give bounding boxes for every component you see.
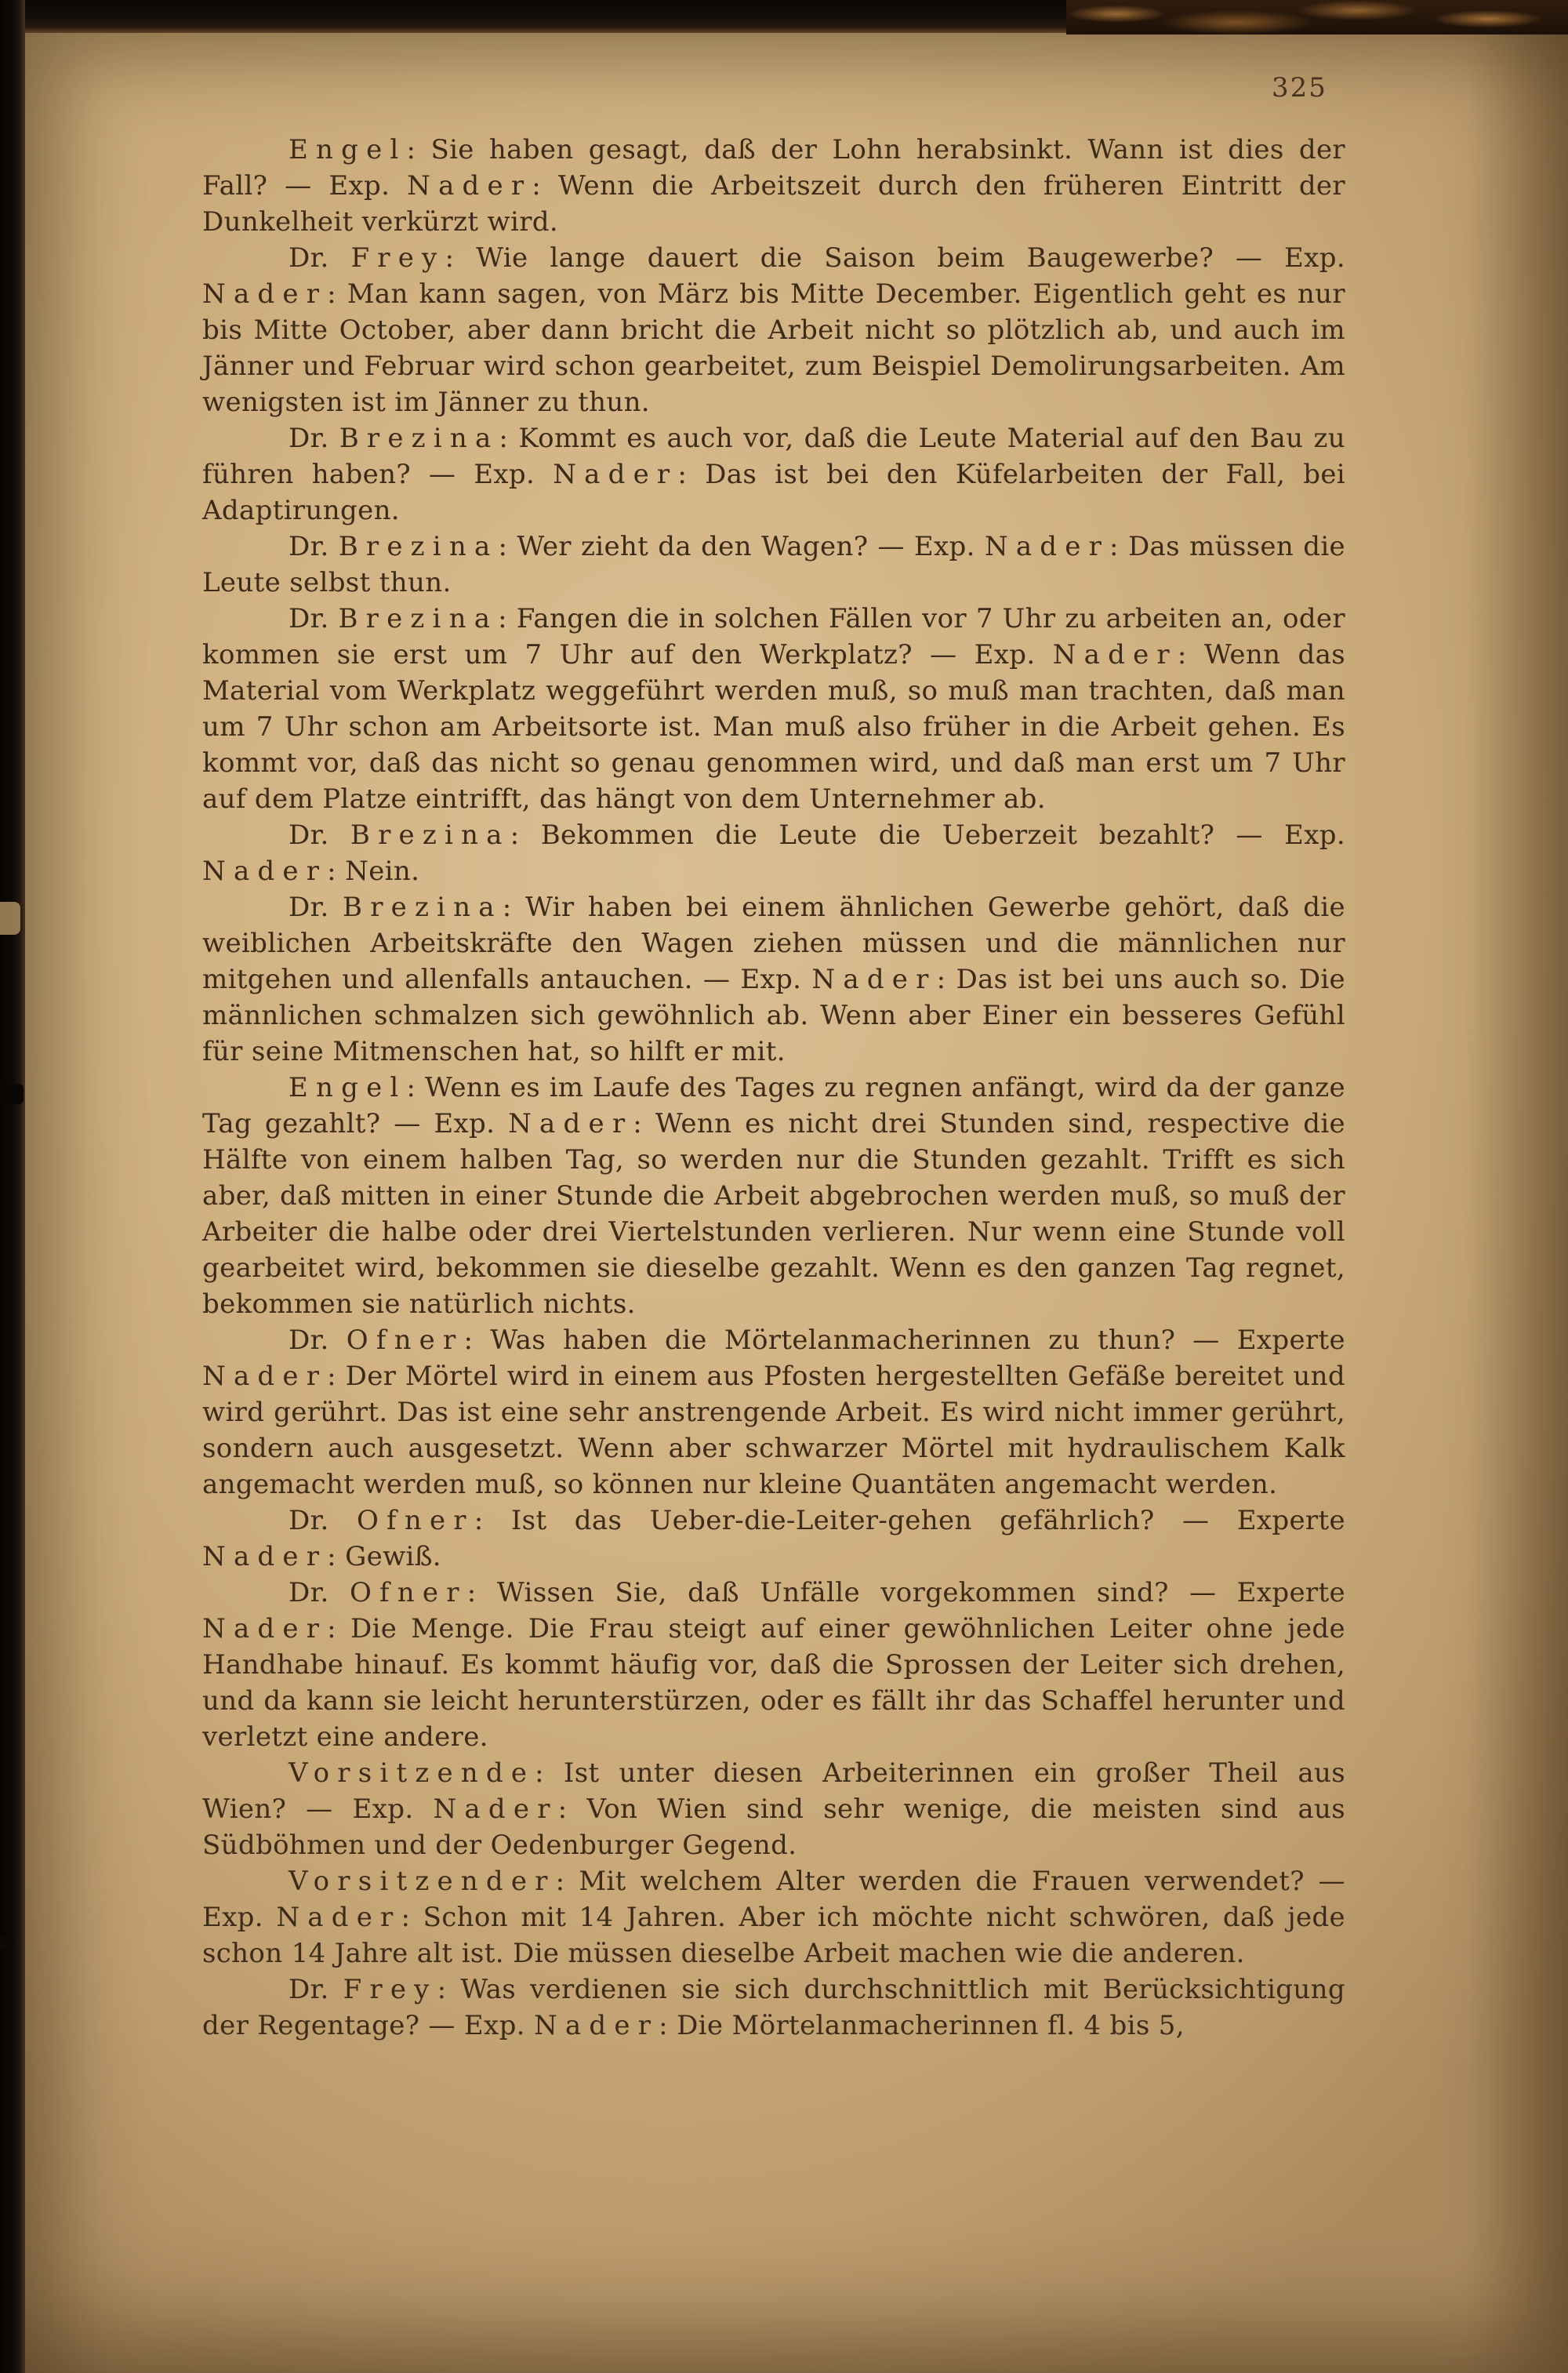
speech-text: : Nein. — [327, 856, 420, 887]
speech-text: : Das ist bei uns auch so. Die männlichen schmalzen sich gewöhnlich ab. Wenn aber Einer ein besseres Gefühl für seine Mitmenschen hat, so hilft er mit. — [202, 964, 1346, 1067]
speaker-name: Nader — [533, 2010, 659, 2041]
speaker-name: Ofner — [346, 1325, 464, 1356]
speech-text: Dr. — [289, 1325, 347, 1356]
speech-text: : Von Wien sind sehr wenige, die meisten sind aus Südböhmen und der Oedenburger Gegend. — [202, 1793, 1345, 1861]
speech-text: : Wie lange dauert die Saison beim Baugewerbe? — Exp. — [445, 242, 1345, 274]
paragraph — [202, 132, 1345, 240]
edge-notch — [0, 1084, 24, 1104]
speaker-name: Nader — [553, 459, 678, 490]
speech-text: : Schon mit 14 Jahren. Aber ich möchte nicht schwören, daß jede schon 14 Jahre alt ist. Die müssen dieselbe Arbeit machen wie die anderen. — [202, 1902, 1345, 1969]
speaker-name: Engel — [289, 1072, 407, 1103]
speech-text: : Wissen Sie, daß Unfälle vorgekommen sind? — Experte — [466, 1577, 1345, 1608]
speech-text: Dr. — [289, 892, 343, 923]
page-number: 325 — [1272, 72, 1327, 104]
paragraph — [202, 1322, 1345, 1503]
speech-text: Dr. — [289, 1974, 343, 2005]
speech-text: : Was verdienen sie sich durchschnittlich mit Berücksichtigung der Regentage? — Exp. — [202, 1974, 1345, 2041]
speaker-name: Engel — [289, 134, 407, 165]
speaker-name: Nader — [202, 1541, 328, 1572]
speech-text: : Wir haben bei einem ähnlichen Gewerbe gehört, daß die weiblichen Arbeitskräfte den Wagen ziehen müssen und die männlichen nur mitgehen und allenfalls antauchen. — Exp. — [202, 892, 1345, 995]
speech-text: : Das müssen die Leute selbst thun. — [202, 531, 1346, 598]
paragraph — [202, 529, 1345, 601]
speech-text: : Mit welchem Alter werden die Frauen verwendet? — Exp. — [202, 1866, 1345, 1933]
speech-text: : Bekommen die Leute die Ueberzeit bezahlt? — Exp. — [510, 819, 1345, 851]
speech-text: Dr. — [289, 1577, 350, 1608]
speaker-name: Nader — [202, 278, 328, 310]
speech-text: : Man kann sagen, von März bis Mitte December. Eigentlich geht es nur bis Mitte October, aber dann bricht die Arbeit nicht so plötzlich ab, und auch im Jänner und Februar wird schon gearbeitet, zum Beispiel Demolirungsarbeiten. Am wenigsten ist im Jänner zu thun. — [202, 278, 1345, 418]
speaker-name: Nader — [433, 1793, 558, 1825]
speaker-name: Brezina — [338, 603, 499, 634]
paragraph — [202, 1575, 1345, 1755]
paragraph — [202, 1863, 1345, 1971]
speech-text: : Ist das Ueber-die-Leiter-gehen gefährlich? — Experte — [474, 1505, 1345, 1536]
speech-text: Dr. — [289, 423, 339, 454]
edge-notch — [0, 902, 20, 935]
paragraph — [202, 420, 1345, 529]
speech-text: : Kommt es auch vor, daß die Leute Material auf den Bau zu führen haben? — Exp. — [202, 423, 1345, 490]
paragraph — [202, 1755, 1345, 1863]
speaker-name: Brezina — [350, 819, 510, 851]
paragraph — [202, 601, 1345, 817]
speech-text: Dr. — [289, 531, 339, 562]
speech-text: : Das ist bei den Küfelarbeiten der Fall, bei Adaptirungen. — [202, 459, 1345, 526]
speaker-name: Frey — [343, 1974, 437, 2005]
speaker-name: Brezina — [338, 531, 499, 562]
marbled-cover-corner — [1066, 0, 1568, 35]
paragraph — [202, 889, 1345, 1070]
speech-text: Dr. — [289, 242, 351, 274]
speech-text: Dr. — [289, 1505, 357, 1536]
speech-text: : Wer zieht da den Wagen? — Exp. — [498, 531, 985, 562]
speech-text: : Ist unter diesen Arbeiterinnen ein großer Theil aus Wien? — Exp. — [202, 1757, 1345, 1825]
speech-text: Dr. — [289, 819, 350, 851]
speech-text: : Wenn das Material vom Werkplatz weggeführt werden muß, so muß man trachten, daß man um 7 Uhr schon am Arbeitsorte ist. Man muß also früher in die Arbeit gehen. Es kommt vor, daß das nicht so genau genommen wird, und daß man erst um 7 Uhr auf dem Platze eintrifft, das hängt von dem Unternehmer ab. — [202, 639, 1345, 815]
edge-notch — [0, 1937, 14, 1950]
paragraph — [202, 1971, 1345, 2044]
speaker-name: Nader — [811, 964, 937, 995]
speaker-name: Nader — [202, 1361, 328, 1392]
speaker-name: Vorsitzender — [289, 1866, 556, 1897]
speech-text: : Sie haben gesagt, daß der Lohn herabsinkt. Wann ist dies der Fall? — Exp. — [202, 134, 1345, 202]
speaker-name: Ofner — [349, 1577, 467, 1608]
speech-text: Dr. — [289, 603, 339, 634]
paragraph — [202, 1070, 1345, 1322]
speech-text: : Was haben die Mörtelanmacherinnen zu thun? — Experte — [463, 1325, 1345, 1356]
paragraph — [202, 240, 1345, 420]
speech-text: : Wenn die Arbeitszeit durch den früheren Eintritt der Dunkelheit verkürzt wird. — [202, 170, 1345, 238]
speaker-name: Frey — [350, 242, 445, 274]
speech-text: : Die Mörtelanmacherinnen fl. 4 bis 5, — [659, 2010, 1185, 2041]
speech-text: : Fangen die in solchen Fällen vor 7 Uhr zu arbeiten an, oder kommen sie erst um 7 Uhr auf den Werkplatz? — Exp. — [202, 603, 1345, 670]
speaker-name: Nader — [984, 531, 1110, 562]
speaker-name: Nader — [202, 856, 328, 887]
book-page — [22, 31, 1568, 2373]
speech-text: : Die Menge. Die Frau steigt auf einer gewöhnlichen Leiter ohne jede Handhabe hinauf. Es kommt häufig vor, daß die Sprossen der Leiter sich drehen, und da kann sie leicht herunterstürzen, oder es fällt ihr das Schaffel herunter und verletzt eine andere. — [202, 1613, 1345, 1753]
speaker-name: Nader — [276, 1902, 401, 1933]
speaker-name: Nader — [1052, 639, 1178, 670]
speech-text: : Wenn es im Laufe des Tages zu regnen anfängt, wird da der ganze Tag gezahlt? — Exp. — [202, 1072, 1345, 1139]
paragraph — [202, 817, 1345, 889]
speaker-name: Brezina — [343, 892, 503, 923]
speaker-name: Brezina — [339, 423, 499, 454]
paragraph — [202, 1503, 1345, 1575]
speaker-name: Nader — [508, 1108, 633, 1139]
speaker-name: Nader — [407, 170, 532, 202]
speaker-name: Nader — [202, 1613, 328, 1644]
text-block — [202, 132, 1345, 2044]
speaker-name: Vorsitzende — [289, 1757, 535, 1789]
speaker-name: Ofner — [356, 1505, 474, 1536]
speech-text: : Gewiß. — [327, 1541, 441, 1572]
speech-text: : Wenn es nicht drei Stunden sind, respective die Hälfte von einem halben Tag, so werden nur die Stunden gezahlt. Trifft es sich aber, daß mitten in einer Stunde die Arbeit abgebrochen werden muß, so muß der Arbeiter die halbe oder drei Viertelstunden verlieren. Nur wenn eine Stunde voll gearbeitet wird, bekommen sie dieselbe gezahlt. Wenn es den ganzen Tag regnet, bekommen sie natürlich nichts. — [202, 1108, 1345, 1320]
book-binding-edge — [0, 0, 25, 2373]
speech-text: : Der Mörtel wird in einem aus Pfosten hergestellten Gefäße bereitet und wird gerührt. Das ist eine sehr anstrengende Arbeit. Es wird nicht immer gerührt, sondern auch ausgesetzt. Wenn aber schwarzer Mörtel mit hydraulischem Kalk angemacht werden muß, so können nur kleine Quantäten angemacht werden. — [202, 1361, 1345, 1500]
